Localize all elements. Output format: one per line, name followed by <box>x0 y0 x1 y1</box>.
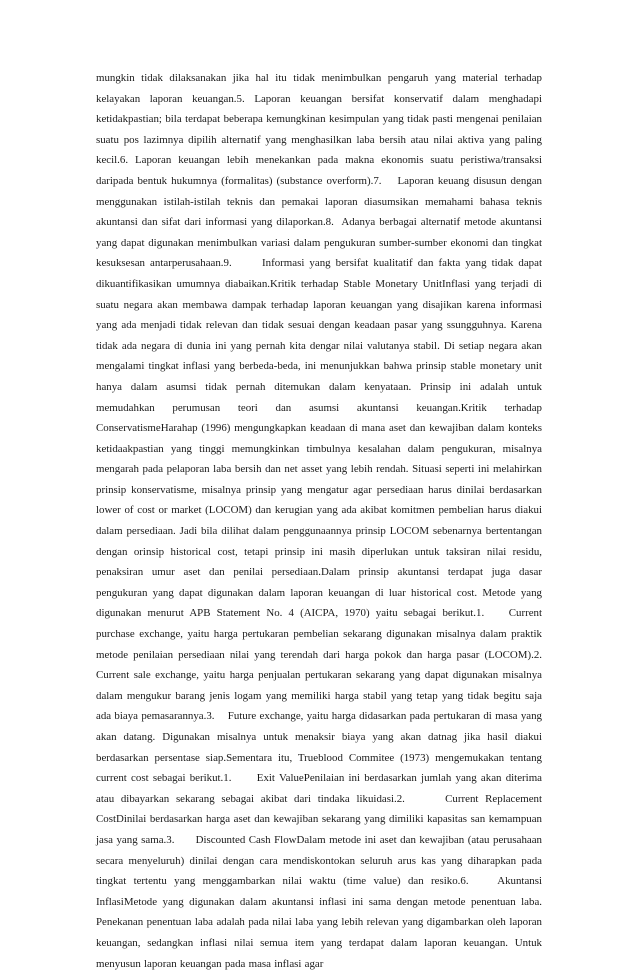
body-paragraph: mungkin tidak dilaksanakan jika hal itu tidak menimbulkan pengaruh yang material terhadap kelayakan laporan keuangan.5. Laporan keuangan bersifat konservatif dalam menghadapi ketidakpastian; bila terdapat beberapa kemungkinan kesimpulan yang tidak pasti mengenai penilaian suatu pos lazimnya dipilih alternatif yang menghasilkan laba bersih atau nilai aktiva yang paling kecil.6. Laporan keuangan lebih menekankan pada makna ekonomis suatu peristiwa/transaksi daripada bentuk hukumnya (formalitas) (substance overform).7. Laporan keuang disusun dengan menggunakan istilah-istilah teknis dan pemakai laporan diasumsikan memahami bahasa teknis akuntansi dan sifat dari informasi yang dilaporkan.8. Adanya berbagai alternatif metode akuntansi yang dapat digunakan menimbulkan variasi dalam pengukuran sumber-sumber ekonomi dan tingkat kesuksesan antarperusahaan.9. Informasi yang bersifat kualitatif dan fakta yang tidak dapat dikuantifikasikan umumnya diabaikan.Kritik terhadap Stable Monetary UnitInflasi yang terjadi di suatu negara akan membawa dampak terhadap laporan keuangan yang disajikan karena informasi yang ada menjadi tidak relevan dan tidak sesuai dengan keadaan pasar yang ssungguhnya. Karena tidak ada negara di dunia ini yang pernah kita dengar nilai valutanya stabil. Di setiap negara akan mengalami tingkat inflasi yang berbeda-beda, ini menunjukkan bahwa prinsip stable monetary unit hanya dalam asumsi tidak pernah ditemukan dalam kenyataan. Prinsip ini adalah untuk memudahkan perumusan teori dan asumsi akuntansi keuangan.Kritik terhadap ConservatismeHarahap (1996) mengungkapkan keadaan di mana aset dan kewajiban dalam konteks ketidaakpastian yang tinggi memungkinkan timbulnya kesalahan dalam pengukuran, misalnya mengarah pada pelaporan laba bersih dan net asset yang lebih rendah. Situasi seperti ini melahirkan prinsip konservatisme, misalnya prinsip yang mengatur agar persediaan harus dinilai berdasarkan lower of cost or market (LOCOM) dan kerugian yang ada akibat komitmen pembelian harus diakui dalam persediaan. Jadi bila dilihat dalam penggunaannya prinsip LOCOM sebenarnya bertentangan dengan orinsip historical cost, tetapi prinsip ini masih diperlukan untuk taksiran nilai residu, penaksiran umur aset dan penilai persediaan.Dalam prinsip akuntansi terdapat juga dasar pengukuran yang dapat digunakan dalam laporan keuangan di luar historical cost. Metode yang digunakan menurut APB Statement No. 4 (AICPA, 1970) yaitu sebagai berikut.1. Current purchase exchange, yaitu harga pertukaran pembelian sekarang digunakan misalnya dalam praktik metode penilaian persediaan nilai yang terendah dari harga pokok dan harga pasar (LOCOM).2. Current sale exchange, yaitu harga penjualan pertukaran sekarang yang dapat digunakan misalnya dalam mengukur barang jenis logam yang memiliki harga stabil yang tetap yang tidak begitu saja ada biaya pemasarannya.3. Future exchange, yaitu harga didasarkan pada pertukaran di masa yang akan datang. Digunakan misalnya untuk menaksir biaya yang akan datnag jika hasil diakui berdasarkan persentase siap.Sementara itu, Trueblood Commitee (1973) mengemukakan tentang current cost sebagai berikut.1. Exit ValuePenilaian ini berdasarkan jumlah yang akan diterima atau dibayarkan sekarang sebagai akibat dari tindaka likuidasi.2. Current Replacement CostDinilai berdasarkan harga aset dan kewajiban sekarang yang dimiliki kapasitas san kemampuan jasa yang sama.3. Discounted Cash FlowDalam metode ini aset dan kewajiban (atau perusahaan secara menyeluruh) dinilai dengan cara mendiskontokan seluruh arus kas yang diharapkan pada tingkat tertentu yang menggambarkan nilai waktu (time value) dan resiko.6. Akuntansi InflasiMetode yang digunakan dalam akuntansi inflasi ini sama dengan metode penentuan laba. Penekanan penentuan laba adalah pada nilai laba yang lebih relevan yang digambarkan oleh laporan keuangan, sedangkan inflasi nilai semua item yang terdapat dalam laporan keuangan. Untuk menyusun laporan keuangan pada masa inflasi agar <box>96 72 555 970</box>
document-page <box>96 68 555 974</box>
